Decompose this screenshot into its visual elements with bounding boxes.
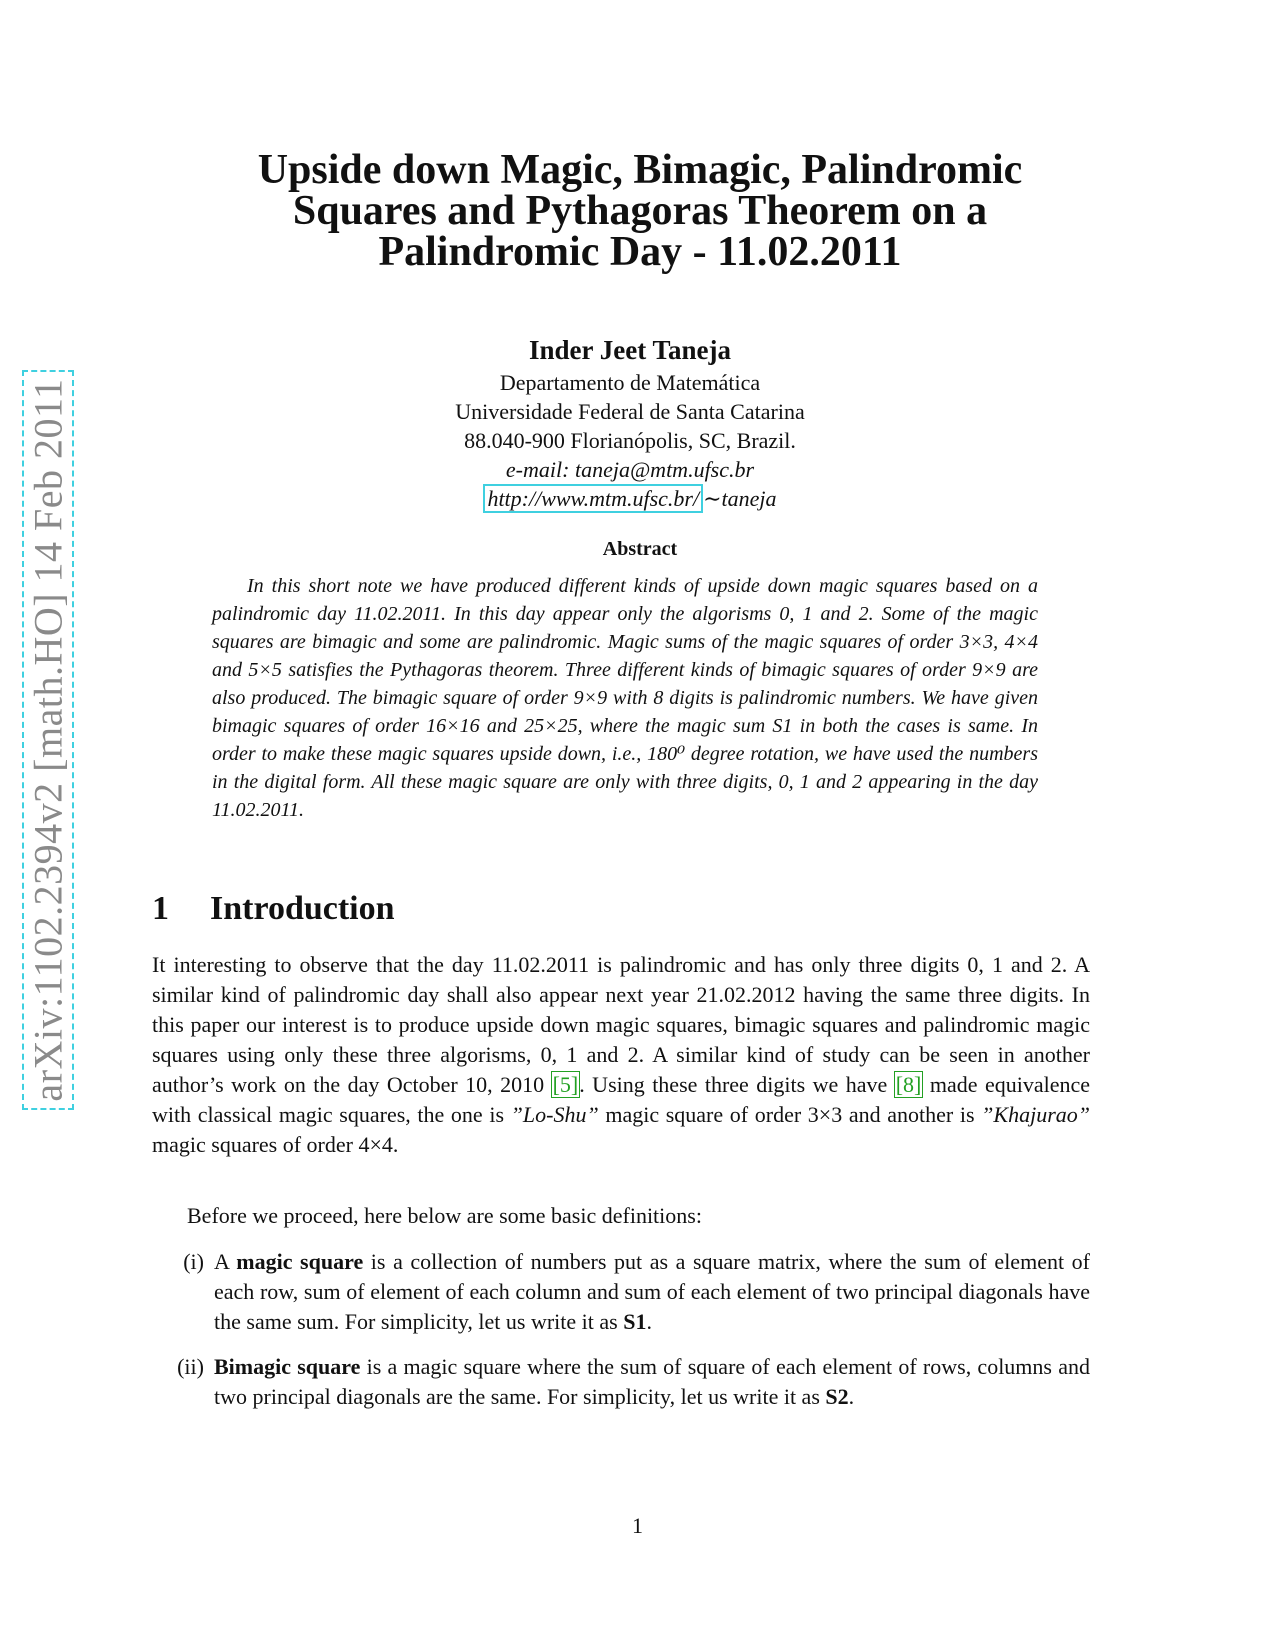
author-name: Inder Jeet Taneja <box>528 335 731 365</box>
section-title: Introduction <box>210 890 395 927</box>
definition-item-2 <box>152 1352 1090 1412</box>
definition-body: is a collection of numbers put as a square matrix, where the sum of element of each row, sum of element of each column and sum of each element of two principal diagonals have the same sum. For simplicity, let us write it as <box>214 1249 1090 1334</box>
title-line-3: Palindromic Day - 11.02.2011 <box>378 229 902 275</box>
definition-symbol: S1 <box>623 1309 647 1334</box>
definition-term: magic square <box>236 1249 364 1274</box>
lo-shu-term: ”Lo-Shu” <box>510 1102 599 1127</box>
author-url-suffix: ∼taneja <box>703 486 777 511</box>
definition-term: Bimagic square <box>214 1354 361 1379</box>
intro-text-1: It interesting to observe that the day 11.02.2011 is palindromic and has only three digits 0, 1 and 2. A similar kind of palindromic day shall also appear next year 21.02.2012 having the same three digits. In this paper our interest is to produce upside down magic squares, bimagic squares and palindromic magic squares using only these three algorisms, 0, 1 and 2. A similar kind of study can be seen in another author’s work on the day October 10, 2010 <box>152 952 1090 1097</box>
author-url-line <box>340 484 920 513</box>
abstract-text: In this short note we have produced different kinds of upside down magic squares based on a palindromic day 11.02.2011. In this day appear only the algorisms 0, 1 and 2. Some of the magic squares are bimagic and some are palindromic. Magic sums of the magic squares of order 3×3, 4×4 and 5×5 satisfies the Pythagoras theorem. Three different kinds of bimagic squares of order 9×9 are also produced. The bimagic square of order 9×9 with 8 digits is palindromic numbers. We have given bimagic squares of order 16×16 and 25×25, where the magic sum S1 in both the cases is same. In order to make these magic squares upside down, i.e., 180⁰ degree rotation, we have used the numbers in the digital form. All these magic square are only with three digits, 0, 1 and 2 appearing in the day 11.02.2011. <box>212 575 1038 821</box>
intro-paragraph <box>152 950 1090 1160</box>
intro-text-3: made equivalence with classical magic squares, the one is <box>152 1072 1090 1127</box>
definition-label: (i) <box>183 1249 204 1274</box>
definition-body: is a magic square where the sum of square of each element of rows, columns and two principal diagonals are the same. For simplicity, let us write it as <box>214 1354 1090 1409</box>
definition-end: . <box>848 1384 855 1409</box>
author-block <box>340 332 920 513</box>
author-url-link[interactable]: http://www.mtm.ufsc.br/ <box>483 484 703 513</box>
intro-text-5: magic squares of order 4×4. <box>152 1132 399 1157</box>
khajurao-term: ”Khajurao” <box>981 1102 1090 1127</box>
author-university: Universidade Federal de Santa Catarina <box>455 399 805 424</box>
intro-text-4: magic square of order 3×3 and another is <box>598 1102 982 1127</box>
arxiv-stamp[interactable] <box>22 370 74 1110</box>
abstract-heading: Abstract <box>602 538 678 560</box>
section-heading-introduction <box>152 890 395 928</box>
definition-end: . <box>646 1309 652 1334</box>
author-department: Departamento de Matemática <box>499 370 761 395</box>
title-line-2: Squares and Pythagoras Theorem on a <box>292 188 988 234</box>
author-email: e-mail: taneja@mtm.ufsc.br <box>505 457 755 482</box>
intro-text-2: . Using these three digits we have <box>579 1072 895 1097</box>
paper-title <box>140 147 1140 275</box>
section-number: 1 <box>152 890 169 927</box>
arxiv-stamp-text: arXiv:1102.2394v2 [math.HO] 14 Feb 2011 <box>25 378 71 1102</box>
definitions-intro: Before we proceed, here below are some basic definitions: <box>187 1203 702 1228</box>
definition-text <box>214 1247 1090 1337</box>
definition-text <box>214 1352 1090 1412</box>
definition-pre: A <box>214 1249 237 1274</box>
author-address: 88.040-900 Florianópolis, SC, Brazil. <box>464 428 796 453</box>
citation-link-8[interactable]: [8] <box>895 1072 922 1097</box>
citation-link-5[interactable]: [5] <box>552 1072 579 1097</box>
definition-item-1 <box>152 1247 1090 1337</box>
page-number: 1 <box>632 1513 643 1538</box>
title-line-1: Upside down Magic, Bimagic, Palindromic <box>257 147 1023 193</box>
definition-label: (ii) <box>177 1354 204 1379</box>
definition-symbol: S2 <box>825 1384 849 1409</box>
